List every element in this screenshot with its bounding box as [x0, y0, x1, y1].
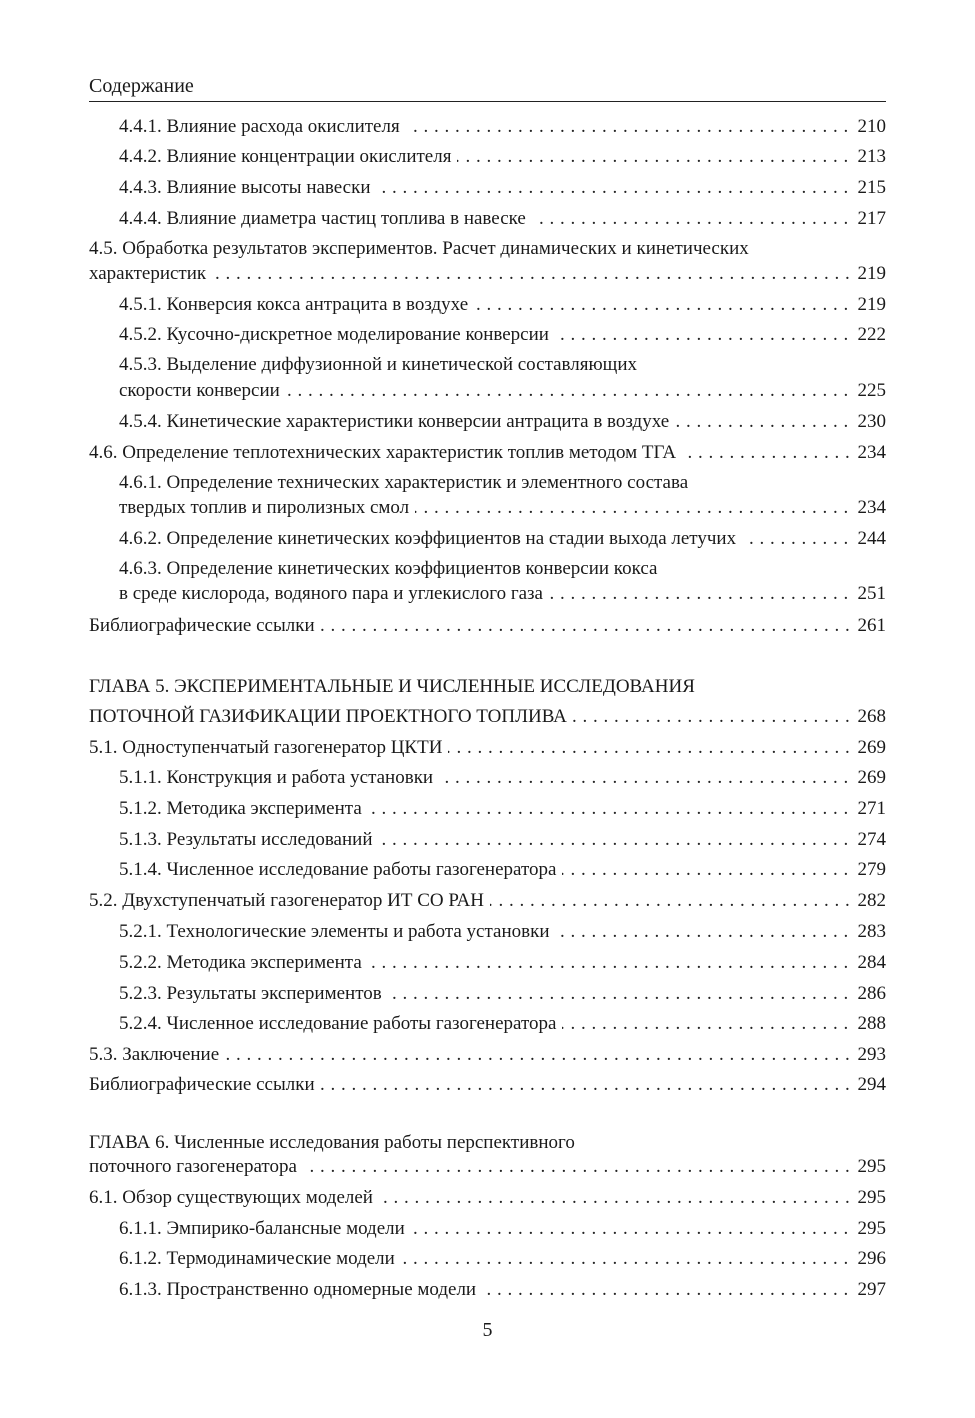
toc-entry — [89, 1042, 886, 1068]
toc-entry — [119, 1011, 886, 1037]
toc-entry-title-continued: поточного газогенератора — [89, 1154, 303, 1180]
toc-entry-title: 6.1. Обзор существующих моделей — [89, 1185, 379, 1211]
toc-entry-continuation — [89, 261, 886, 287]
toc-entry-title: 4.6.2. Определение кинетических коэффициентов на стадии выхода летучих — [119, 526, 742, 552]
toc-entry-continuation — [89, 1154, 886, 1180]
toc-entry-title: 4.5.2. Кусочно-дискретное моделирование конверсии — [119, 322, 555, 348]
toc-page-ref: 219 — [850, 261, 886, 287]
toc-entry-title: 5.1.1. Конструкция и работа установки — [119, 765, 439, 791]
toc-entry — [119, 827, 886, 853]
toc-page-ref: 244 — [850, 526, 886, 552]
toc-entry-title: 5.2.1. Технологические элементы и работа установки — [119, 919, 556, 945]
toc-page-ref: 284 — [850, 950, 886, 976]
toc-page-ref: 271 — [850, 796, 886, 822]
toc-entry — [89, 1185, 886, 1211]
toc-entry — [119, 796, 886, 822]
toc-entry-title: 4.6.1. Определение технических характеристик и элементного состава — [119, 470, 694, 496]
toc-entry — [119, 919, 886, 945]
toc-entry — [89, 735, 886, 761]
toc-entry — [119, 206, 886, 232]
toc-entry — [89, 440, 886, 466]
toc-entry — [119, 114, 886, 140]
toc-entry-title-continued: скорости конверсии — [119, 378, 286, 404]
toc-page-ref: 251 — [850, 581, 886, 607]
toc-entry — [119, 857, 886, 883]
toc-page-ref: 279 — [850, 857, 886, 883]
toc-page-ref: 234 — [850, 495, 886, 521]
toc-entry — [119, 526, 886, 552]
toc-page-ref: 269 — [850, 765, 886, 791]
toc-page-ref: 213 — [850, 144, 886, 170]
toc-page-ref: 297 — [850, 1277, 886, 1303]
toc-entry-title: 4.5.1. Конверсия кокса антрацита в воздухе — [119, 292, 474, 318]
toc-entry-title: Библиографические ссылки — [89, 613, 321, 639]
toc-page-ref: 282 — [850, 888, 886, 914]
toc-page-ref: 293 — [850, 1042, 886, 1068]
toc-page-ref: 230 — [850, 409, 886, 435]
toc-page-ref: 234 — [850, 440, 886, 466]
toc-entry-title: 4.5.3. Выделение диффузионной и кинетической составляющих — [119, 352, 643, 378]
page-number: 5 — [482, 1319, 493, 1341]
toc-entry — [89, 613, 886, 639]
toc-entry-title: 5.3. Заключение — [89, 1042, 225, 1068]
header-rule — [89, 101, 886, 102]
toc-page-ref: 219 — [850, 292, 886, 318]
toc-page-ref: 295 — [850, 1154, 886, 1180]
toc-page-ref: 288 — [850, 1011, 886, 1037]
toc-entry — [119, 175, 886, 201]
toc-entry-title: 5.2. Двухступенчатый газогенератор ИТ СО РАН — [89, 888, 490, 914]
toc-entry — [119, 352, 886, 378]
toc-page-ref: 269 — [850, 735, 886, 761]
toc-entry-continuation — [119, 378, 886, 404]
toc-entry — [119, 765, 886, 791]
toc-entry — [89, 1072, 886, 1098]
toc-entry-title: ГЛАВА 5. ЭКСПЕРИМЕНТАЛЬНЫЕ И ЧИСЛЕННЫЕ ИССЛЕДОВАНИЯ — [89, 674, 701, 700]
toc-page-ref: 225 — [850, 378, 886, 404]
toc-page-ref: 268 — [850, 704, 886, 730]
toc-entry-title: 6.1.3. Пространственно одномерные модели — [119, 1277, 482, 1303]
toc-entry-continuation — [119, 581, 886, 607]
toc-entry-title: 5.1.3. Результаты исследований — [119, 827, 379, 853]
toc-page-ref: 296 — [850, 1246, 886, 1272]
toc-page-ref: 210 — [850, 114, 886, 140]
toc-entry — [119, 1246, 886, 1272]
toc-entry — [119, 292, 886, 318]
toc-entry-continuation — [119, 495, 886, 521]
toc-entry-title-continued: ПОТОЧНОЙ ГАЗИФИКАЦИИ ПРОЕКТНОГО ТОПЛИВА — [89, 704, 573, 730]
toc-entry-title: 5.2.3. Результаты экспериментов — [119, 981, 388, 1007]
toc-entry-title: 5.1. Одноступенчатый газогенератор ЦКТИ — [89, 735, 448, 761]
toc-entry-title: 4.6.3. Определение кинетических коэффициентов конверсии кокса — [119, 556, 663, 582]
toc-entry-title: 4.4.1. Влияние расхода окислителя — [119, 114, 406, 140]
toc-entry-continuation — [89, 704, 886, 730]
toc-entry-title: 5.2.2. Методика эксперимента — [119, 950, 368, 976]
toc-entry-title-continued: характеристик — [89, 261, 212, 287]
toc-entry — [119, 144, 886, 170]
toc-entry — [119, 1277, 886, 1303]
toc-entry-title: 4.4.4. Влияние диаметра частиц топлива в навеске — [119, 206, 532, 232]
toc-entry-title: 6.1.1. Эмпирико-балансные модели — [119, 1216, 411, 1242]
toc-page-ref: 295 — [850, 1216, 886, 1242]
toc-page-ref: 294 — [850, 1072, 886, 1098]
toc-entry-title: 6.1.2. Термодинамические модели — [119, 1246, 401, 1272]
toc-page-ref: 274 — [850, 827, 886, 853]
toc-entry-title: 4.4.3. Влияние высоты навески — [119, 175, 377, 201]
running-head: Содержание — [89, 75, 194, 97]
toc-entry — [119, 556, 886, 582]
toc-entry-title: 5.1.2. Методика эксперимента — [119, 796, 368, 822]
toc-entry-title: 4.5. Обработка результатов экспериментов. Расчет динамических и кинетических — [89, 236, 755, 262]
toc-entry-title-continued: твердых топлив и пиролизных смол — [119, 495, 415, 521]
toc-entry — [119, 409, 886, 435]
toc-entry — [119, 1216, 886, 1242]
toc-entry-title: ГЛАВА 6. Численные исследования работы перспективного — [89, 1130, 581, 1156]
toc-page-ref: 217 — [850, 206, 886, 232]
toc-entry — [89, 888, 886, 914]
toc-entry-title: 5.2.4. Численное исследование работы газогенератора — [119, 1011, 562, 1037]
toc-entry-title: 5.1.4. Численное исследование работы газогенератора — [119, 857, 562, 883]
toc-entry-title: Библиографические ссылки — [89, 1072, 321, 1098]
toc-entry — [119, 470, 886, 496]
toc-entry — [119, 950, 886, 976]
toc-entry — [89, 236, 886, 262]
toc-page-ref: 295 — [850, 1185, 886, 1211]
toc-page-ref: 286 — [850, 981, 886, 1007]
toc-page-ref: 215 — [850, 175, 886, 201]
toc-entry-title: 4.4.2. Влияние концентрации окислителя — [119, 144, 457, 170]
toc-entry — [119, 981, 886, 1007]
toc-entry-title: 4.6. Определение теплотехнических характеристик топлив методом ТГА — [89, 440, 682, 466]
toc-entry — [89, 1130, 886, 1156]
toc-entry-title: 4.5.4. Кинетические характеристики конверсии антрацита в воздухе — [119, 409, 675, 435]
toc-entry-title-continued: в среде кислорода, водяного пара и углекислого газа — [119, 581, 549, 607]
toc-page-ref: 222 — [850, 322, 886, 348]
toc-page-ref: 283 — [850, 919, 886, 945]
toc-entry — [119, 322, 886, 348]
toc-entry — [89, 674, 886, 700]
toc-page-ref: 261 — [850, 613, 886, 639]
